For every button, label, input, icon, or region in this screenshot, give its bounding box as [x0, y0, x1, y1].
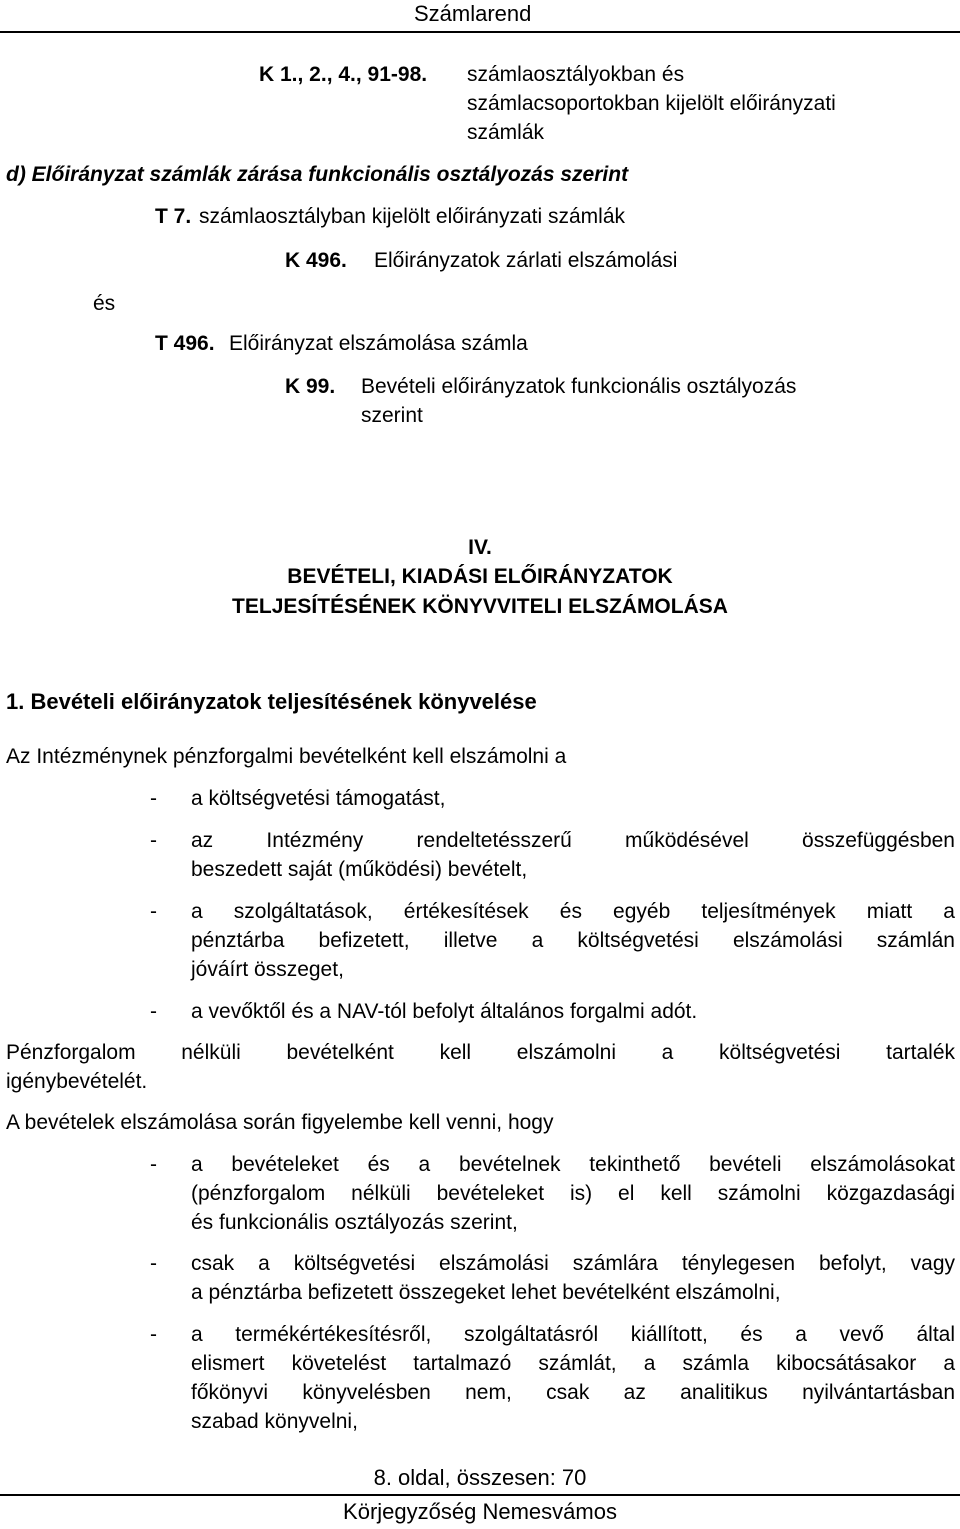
list-dash: -: [150, 1153, 157, 1176]
t496-code: T 496.: [155, 332, 215, 355]
header-title: Számlarend: [414, 1, 532, 26]
footer-rule: [0, 1494, 960, 1496]
chapter-number: IV.: [468, 536, 492, 559]
list-item-cont: főkönyvi könyvelésben nem, csak az analitikus nyilvántartásban: [191, 1381, 955, 1404]
list-item-cont: elismert követelést tartalmazó számlát, a számla kibocsátásakor a: [191, 1352, 955, 1375]
list-item-cont: és funkcionális osztályozás szerint,: [191, 1211, 518, 1234]
list-item: a szolgáltatások, értékesítések és egyéb teljesítmények miatt a: [191, 900, 955, 923]
k496-text: Előirányzatok zárlati elszámolási: [374, 249, 678, 272]
list-item: a vevőktől és a NAV-tól befolyt általános forgalmi adót.: [191, 1000, 698, 1023]
list-item: a termékértékesítésről, szolgáltatásról kiállított, és a vevő által: [191, 1323, 955, 1346]
header-rule: [0, 31, 960, 33]
t7-text: számlaosztályban kijelölt előirányzati számlák: [199, 205, 626, 228]
list-item: az Intézmény rendeltetésszerű működésével összefüggésben: [191, 829, 955, 852]
list-dash: -: [150, 787, 157, 810]
heading-d: d) Előirányzat számlák zárása funkcionális osztályozás szerint: [6, 163, 629, 186]
list-item-cont: (pénzforgalom nélküli bevételeket is) el kell számolni közgazdasági: [191, 1182, 955, 1205]
list-dash: -: [150, 900, 157, 923]
list-dash: -: [150, 1000, 157, 1023]
k99-code: K 99.: [285, 375, 336, 398]
section-heading: 1. Bevételi előirányzatok teljesítésének könyvelése: [6, 689, 537, 714]
k1-code: K 1., 2., 4., 91-98.: [259, 63, 428, 86]
chapter-title-line: TELJESÍTÉSÉNEK KÖNYVVITELI ELSZÁMOLÁSA: [232, 595, 728, 618]
k1-text-line: számlaosztályokban és: [467, 63, 685, 86]
k99-text-line: Bevételi előirányzatok funkcionális osztályozás: [361, 375, 797, 398]
paragraph-line: igénybevételét.: [6, 1070, 148, 1093]
footer-organization: Körjegyzőség Nemesvámos: [343, 1499, 617, 1524]
t496-text: Előirányzat elszámolása számla: [229, 332, 528, 355]
t7-code: T 7.: [155, 205, 192, 228]
list-item: csak a költségvetési elszámolási számlára ténylegesen befolyt, vagy: [191, 1252, 955, 1275]
list-item-cont: szabad könyvelni,: [191, 1410, 358, 1433]
list-item: a költségvetési támogatást,: [191, 787, 446, 810]
intro-text: Az Intézménynek pénzforgalmi bevételként kell elszámolni a: [6, 745, 567, 768]
k1-text-line: számlák: [467, 121, 545, 144]
list-dash: -: [150, 829, 157, 852]
list-item-cont: a pénztárba befizetett összegeket lehet bevételként elszámolni,: [191, 1281, 781, 1304]
paragraph-line: Pénzforgalom nélküli bevételként kell elszámolni a költségvetési tartalék: [6, 1041, 955, 1064]
k99-text-line: szerint: [361, 404, 423, 427]
list-dash: -: [150, 1323, 157, 1346]
es-connector: és: [93, 292, 116, 315]
list-item-cont: beszedett saját (működési) bevételt,: [191, 858, 528, 881]
footer-page-number: 8. oldal, összesen: 70: [373, 1465, 587, 1490]
paragraph: A bevételek elszámolása során figyelembe kell venni, hogy: [6, 1111, 554, 1134]
chapter-title-line: BEVÉTELI, KIADÁSI ELŐIRÁNYZATOK: [287, 565, 673, 588]
list-item: a bevételeket és a bevételnek tekinthető bevételi elszámolásokat: [191, 1153, 955, 1176]
list-dash: -: [150, 1252, 157, 1275]
k496-code: K 496.: [285, 249, 347, 272]
k1-text-line: számlacsoportokban kijelölt előirányzati: [467, 92, 836, 115]
list-item-cont: jóváírt összeget,: [191, 958, 344, 981]
list-item-cont: pénztárba befizetett, illetve a költségvetési elszámolási számlán: [191, 929, 955, 952]
